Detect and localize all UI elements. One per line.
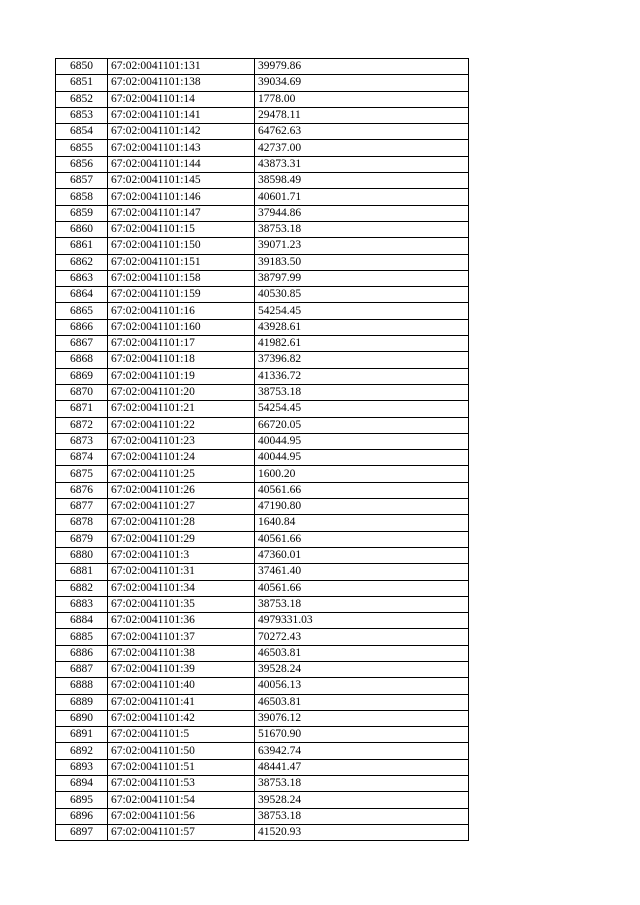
row-number-cell: 6859 [56, 205, 108, 221]
table-row [56, 531, 469, 547]
value-cell: 37396.82 [255, 352, 469, 368]
row-number-cell: 6881 [56, 564, 108, 580]
table-row [56, 156, 469, 172]
value-cell: 41336.72 [255, 368, 469, 384]
value-cell: 40561.66 [255, 580, 469, 596]
row-number-cell: 6891 [56, 727, 108, 743]
cadastral-number-cell: 67:02:0041101:27 [108, 499, 255, 515]
value-cell: 37944.86 [255, 205, 469, 221]
value-cell: 39183.50 [255, 254, 469, 270]
table-row [56, 710, 469, 726]
value-cell: 51670.90 [255, 727, 469, 743]
cadastral-number-cell: 67:02:0041101:145 [108, 173, 255, 189]
table-row [56, 564, 469, 580]
row-number-cell: 6893 [56, 759, 108, 775]
value-cell: 37461.40 [255, 564, 469, 580]
cadastral-number-cell: 67:02:0041101:26 [108, 482, 255, 498]
table-row [56, 189, 469, 205]
cadastral-number-cell: 67:02:0041101:159 [108, 287, 255, 303]
value-cell: 43873.31 [255, 156, 469, 172]
cadastral-number-cell: 67:02:0041101:38 [108, 645, 255, 661]
table-row [56, 580, 469, 596]
row-number-cell: 6882 [56, 580, 108, 596]
value-cell: 39071.23 [255, 238, 469, 254]
row-number-cell: 6883 [56, 596, 108, 612]
table-row [56, 547, 469, 563]
cadastral-number-cell: 67:02:0041101:131 [108, 59, 255, 75]
cadastral-number-cell: 67:02:0041101:142 [108, 124, 255, 140]
table-row [56, 417, 469, 433]
table-row [56, 678, 469, 694]
row-number-cell: 6894 [56, 776, 108, 792]
value-cell: 38753.18 [255, 384, 469, 400]
value-cell: 40056.13 [255, 678, 469, 694]
row-number-cell: 6875 [56, 466, 108, 482]
row-number-cell: 6889 [56, 694, 108, 710]
table-row [56, 368, 469, 384]
cadastral-number-cell: 67:02:0041101:20 [108, 384, 255, 400]
value-cell: 40561.66 [255, 482, 469, 498]
table-row [56, 254, 469, 270]
value-cell: 40530.85 [255, 287, 469, 303]
row-number-cell: 6874 [56, 450, 108, 466]
table-row [56, 482, 469, 498]
row-number-cell: 6885 [56, 629, 108, 645]
value-cell: 1778.00 [255, 91, 469, 107]
row-number-cell: 6868 [56, 352, 108, 368]
row-number-cell: 6877 [56, 499, 108, 515]
value-cell: 39528.24 [255, 661, 469, 677]
row-number-cell: 6865 [56, 303, 108, 319]
row-number-cell: 6872 [56, 417, 108, 433]
cadastral-number-cell: 67:02:0041101:3 [108, 547, 255, 563]
value-cell: 39076.12 [255, 710, 469, 726]
row-number-cell: 6855 [56, 140, 108, 156]
table-row [56, 173, 469, 189]
value-cell: 66720.05 [255, 417, 469, 433]
value-cell: 38753.18 [255, 776, 469, 792]
table-row [56, 727, 469, 743]
table-row [56, 91, 469, 107]
cadastral-number-cell: 67:02:0041101:22 [108, 417, 255, 433]
cadastral-number-cell: 67:02:0041101:37 [108, 629, 255, 645]
cadastral-number-cell: 67:02:0041101:50 [108, 743, 255, 759]
value-cell: 38753.18 [255, 808, 469, 824]
table-row [56, 808, 469, 824]
cadastral-number-cell: 67:02:0041101:151 [108, 254, 255, 270]
cadastral-value-table [55, 58, 469, 841]
cadastral-number-cell: 67:02:0041101:51 [108, 759, 255, 775]
cadastral-number-cell: 67:02:0041101:144 [108, 156, 255, 172]
cadastral-number-cell: 67:02:0041101:19 [108, 368, 255, 384]
cadastral-number-cell: 67:02:0041101:54 [108, 792, 255, 808]
row-number-cell: 6867 [56, 336, 108, 352]
row-number-cell: 6873 [56, 433, 108, 449]
table-row [56, 433, 469, 449]
row-number-cell: 6892 [56, 743, 108, 759]
table-row [56, 792, 469, 808]
cadastral-number-cell: 67:02:0041101:5 [108, 727, 255, 743]
table-row [56, 238, 469, 254]
table-row [56, 319, 469, 335]
row-number-cell: 6856 [56, 156, 108, 172]
cadastral-number-cell: 67:02:0041101:138 [108, 75, 255, 91]
table-row [56, 450, 469, 466]
row-number-cell: 6880 [56, 547, 108, 563]
cadastral-number-cell: 67:02:0041101:35 [108, 596, 255, 612]
row-number-cell: 6864 [56, 287, 108, 303]
cadastral-number-cell: 67:02:0041101:146 [108, 189, 255, 205]
cadastral-number-cell: 67:02:0041101:150 [108, 238, 255, 254]
value-cell: 38753.18 [255, 596, 469, 612]
cadastral-number-cell: 67:02:0041101:158 [108, 270, 255, 286]
row-number-cell: 6871 [56, 401, 108, 417]
row-number-cell: 6888 [56, 678, 108, 694]
table-row [56, 384, 469, 400]
row-number-cell: 6884 [56, 613, 108, 629]
cadastral-number-cell: 67:02:0041101:53 [108, 776, 255, 792]
table-row [56, 287, 469, 303]
row-number-cell: 6852 [56, 91, 108, 107]
cadastral-number-cell: 67:02:0041101:15 [108, 221, 255, 237]
value-cell: 38797.99 [255, 270, 469, 286]
value-cell: 43928.61 [255, 319, 469, 335]
row-number-cell: 6896 [56, 808, 108, 824]
cadastral-number-cell: 67:02:0041101:41 [108, 694, 255, 710]
value-cell: 46503.81 [255, 645, 469, 661]
value-cell: 40044.95 [255, 433, 469, 449]
table-row [56, 124, 469, 140]
cadastral-number-cell: 67:02:0041101:36 [108, 613, 255, 629]
table-row [56, 140, 469, 156]
value-cell: 42737.00 [255, 140, 469, 156]
row-number-cell: 6863 [56, 270, 108, 286]
table-row [56, 743, 469, 759]
table-row [56, 221, 469, 237]
table-row [56, 515, 469, 531]
value-cell: 48441.47 [255, 759, 469, 775]
cadastral-number-cell: 67:02:0041101:147 [108, 205, 255, 221]
value-cell: 39979.86 [255, 59, 469, 75]
cadastral-number-cell: 67:02:0041101:34 [108, 580, 255, 596]
cadastral-number-cell: 67:02:0041101:160 [108, 319, 255, 335]
value-cell: 54254.45 [255, 401, 469, 417]
table-row [56, 401, 469, 417]
row-number-cell: 6886 [56, 645, 108, 661]
row-number-cell: 6879 [56, 531, 108, 547]
row-number-cell: 6853 [56, 107, 108, 123]
row-number-cell: 6878 [56, 515, 108, 531]
cadastral-number-cell: 67:02:0041101:23 [108, 433, 255, 449]
value-cell: 41520.93 [255, 824, 469, 840]
table-row [56, 596, 469, 612]
row-number-cell: 6858 [56, 189, 108, 205]
table-row [56, 466, 469, 482]
row-number-cell: 6866 [56, 319, 108, 335]
table-row [56, 645, 469, 661]
cadastral-number-cell: 67:02:0041101:28 [108, 515, 255, 531]
value-cell: 29478.11 [255, 107, 469, 123]
table-row [56, 694, 469, 710]
row-number-cell: 6861 [56, 238, 108, 254]
cadastral-number-cell: 67:02:0041101:29 [108, 531, 255, 547]
value-cell: 40561.66 [255, 531, 469, 547]
cadastral-number-cell: 67:02:0041101:31 [108, 564, 255, 580]
row-number-cell: 6862 [56, 254, 108, 270]
value-cell: 64762.63 [255, 124, 469, 140]
cadastral-number-cell: 67:02:0041101:25 [108, 466, 255, 482]
table-row [56, 661, 469, 677]
table-row [56, 613, 469, 629]
table-row [56, 776, 469, 792]
value-cell: 39528.24 [255, 792, 469, 808]
value-cell: 47360.01 [255, 547, 469, 563]
table-row [56, 107, 469, 123]
row-number-cell: 6887 [56, 661, 108, 677]
value-cell: 38753.18 [255, 221, 469, 237]
value-cell: 54254.45 [255, 303, 469, 319]
table-body [56, 59, 469, 841]
row-number-cell: 6890 [56, 710, 108, 726]
value-cell: 63942.74 [255, 743, 469, 759]
row-number-cell: 6876 [56, 482, 108, 498]
cadastral-number-cell: 67:02:0041101:39 [108, 661, 255, 677]
row-number-cell: 6869 [56, 368, 108, 384]
table-row [56, 499, 469, 515]
cadastral-number-cell: 67:02:0041101:14 [108, 91, 255, 107]
row-number-cell: 6854 [56, 124, 108, 140]
cadastral-number-cell: 67:02:0041101:42 [108, 710, 255, 726]
row-number-cell: 6851 [56, 75, 108, 91]
cadastral-number-cell: 67:02:0041101:17 [108, 336, 255, 352]
cadastral-number-cell: 67:02:0041101:56 [108, 808, 255, 824]
value-cell: 1640.84 [255, 515, 469, 531]
row-number-cell: 6897 [56, 824, 108, 840]
value-cell: 40044.95 [255, 450, 469, 466]
cadastral-number-cell: 67:02:0041101:141 [108, 107, 255, 123]
value-cell: 40601.71 [255, 189, 469, 205]
table-row [56, 205, 469, 221]
cadastral-number-cell: 67:02:0041101:40 [108, 678, 255, 694]
value-cell: 39034.69 [255, 75, 469, 91]
cadastral-number-cell: 67:02:0041101:57 [108, 824, 255, 840]
value-cell: 38598.49 [255, 173, 469, 189]
cadastral-number-cell: 67:02:0041101:143 [108, 140, 255, 156]
table-row [56, 270, 469, 286]
cadastral-number-cell: 67:02:0041101:24 [108, 450, 255, 466]
value-cell: 47190.80 [255, 499, 469, 515]
value-cell: 4979331.03 [255, 613, 469, 629]
value-cell: 46503.81 [255, 694, 469, 710]
row-number-cell: 6857 [56, 173, 108, 189]
row-number-cell: 6860 [56, 221, 108, 237]
cadastral-number-cell: 67:02:0041101:16 [108, 303, 255, 319]
row-number-cell: 6870 [56, 384, 108, 400]
cadastral-number-cell: 67:02:0041101:18 [108, 352, 255, 368]
value-cell: 70272.43 [255, 629, 469, 645]
table-row [56, 824, 469, 840]
cadastral-number-cell: 67:02:0041101:21 [108, 401, 255, 417]
table-row [56, 759, 469, 775]
table-row [56, 59, 469, 75]
table-row [56, 336, 469, 352]
table-row [56, 629, 469, 645]
row-number-cell: 6895 [56, 792, 108, 808]
table-row [56, 75, 469, 91]
table-row [56, 303, 469, 319]
table-row [56, 352, 469, 368]
value-cell: 41982.61 [255, 336, 469, 352]
row-number-cell: 6850 [56, 59, 108, 75]
value-cell: 1600.20 [255, 466, 469, 482]
